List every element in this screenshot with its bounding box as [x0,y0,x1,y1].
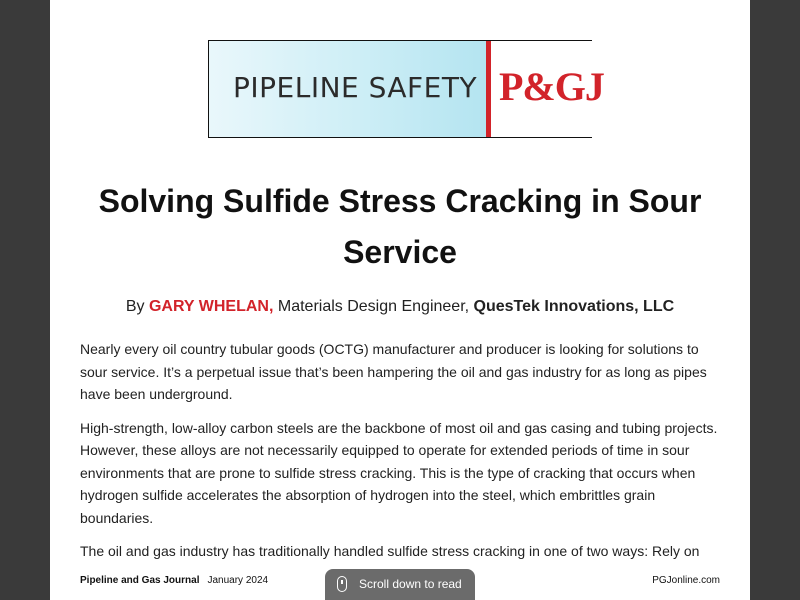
article-body [80,338,725,574]
mouse-icon [337,576,347,592]
paragraph-3: The oil and gas industry has traditionally handled sulfide stress cracking in one of two ways: Rely on [80,543,700,559]
paragraph-2: High-strength, low-alloy carbon steels are the backbone of most oil and gas casing and tubing projects. However, these alloys are not necessarily equipped to operate for extended periods of time in sour environments that are prone to sulfide stress cracking. This is the type of cracking that occurs when hydrogen sulfide accelerates the absorption of hydrogen into the steel, which embrittles grain boundaries. [80,419,718,526]
banner-title: PIPELINE SAFETY [233,71,478,104]
pgj-logo-text: P&GJ [499,64,604,109]
paragraph-1: Nearly every oil country tubular goods (OCTG) manufacturer and producer is looking for solutions to sour service. It’s a perpetual issue that’s been hampering the oil and gas industry for as long as pipes have been underground. [80,341,707,402]
article-title: Solving Sulfide Stress Cracking in Sour Service [98,183,702,270]
viewer-background-right [750,0,800,600]
author-role: Materials Design Engineer, [273,298,474,315]
pipeline-safety-banner [208,40,604,138]
byline-prefix: By [125,298,149,315]
pgj-logo [486,41,604,137]
author-company: QuesTek Innovations, LLC [473,298,675,315]
page-footer-left [80,575,268,586]
footer-publication: Pipeline and Gas Journal [80,575,200,586]
scroll-down-button[interactable] [325,569,475,600]
document-page[interactable] [50,0,750,600]
footer-site: PGJonline.com [652,575,720,586]
viewer-background-left [0,0,50,600]
footer-date: January 2024 [207,575,269,586]
author-name: GARY WHELAN, [148,298,274,315]
article-byline [70,298,730,316]
scroll-down-label: Scroll down to read [359,577,462,591]
